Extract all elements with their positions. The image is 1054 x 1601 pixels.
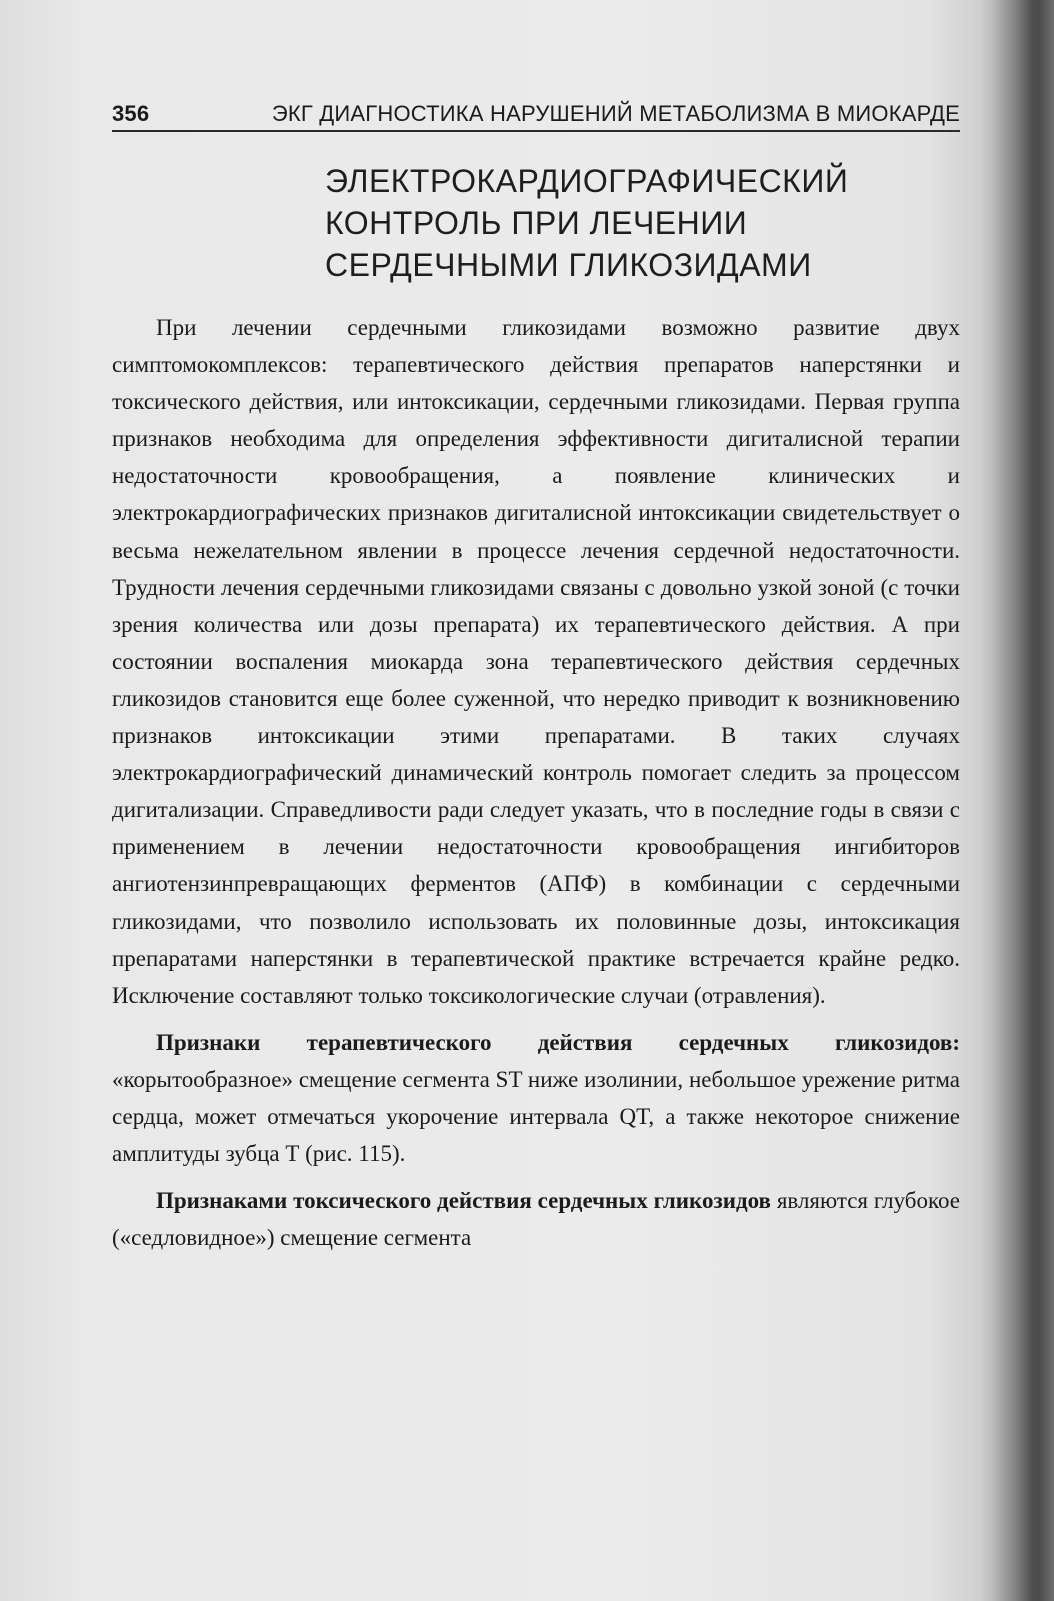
section-title-line: СЕРДЕЧНЫМИ ГЛИКОЗИДАМИ [325, 247, 812, 283]
toxic-signs-text: являются глубокое («седловидное») смещение сегмента [112, 1188, 960, 1251]
therapeutic-signs-label: Признаки терапевтического действия сердечных гликозидов: [156, 1029, 960, 1055]
section-title [325, 160, 925, 286]
paragraph-therapeutic-signs [112, 1024, 960, 1172]
running-title: ЭКГ ДИАГНОСТИКА НАРУШЕНИЙ МЕТАБОЛИЗМА В МИОКАРДЕ [271, 101, 960, 126]
paragraph-intro: При лечении сердечными гликозидами возможно развитие двух симптомокомплексов: терапевтического действия препаратов наперстянки и токсического действия, или интоксикации, сердечными гликозидами. Первая группа признаков необходима для определения эффективности дигиталисной терапии недостаточности кровообращения, а появление клинических и электрокардиографических признаков дигиталисной интоксикации свидетельствует о весьма нежелательном явлении в процессе лечения сердечной недостаточности. Трудности лечения сердечными гликозидами связаны с довольно узкой зоной (с точки зрения количества или дозы препарата) их терапевтического действия. А при состоянии воспаления миокарда зона терапевтического действия сердечных гликозидов становится еще более суженной, что нередко приводит к возникновению признаков интоксикации этими препаратами. В таких случаях электрокардиографический динамический контроль помогает следить за процессом дигитализации. Справедливости ради следует указать, что в последние годы в связи с применением в лечении недостаточности кровообращения ингибиторов ангиотензинпревращающих ферментов (АПФ) в комбинации с сердечными гликозидами, что позволило использовать их половинные дозы, интоксикация препаратами наперстянки в терапевтической практике встречается крайне редко. Исключение составляют только токсикологические случаи (отравления). [112, 315, 960, 1008]
page-number: 356 [112, 101, 150, 126]
body-text [112, 309, 960, 1256]
therapeutic-signs-text: «корытообразное» смещение сегмента ST ниже изолинии, небольшое урежение ритма сердца, может отмечаться укорочение интервала QT, а также некоторое снижение амплитуды зубца Т (рис. 115). [112, 1066, 960, 1167]
toxic-signs-label: Признаками токсического действия сердечных гликозидов [156, 1188, 771, 1214]
paragraph-toxic-signs [112, 1182, 960, 1256]
section-title-line: ЭЛЕКТРОКАРДИОГРАФИЧЕСКИЙ [325, 163, 849, 199]
running-header [112, 96, 960, 132]
binding-shadow [994, 0, 1054, 1601]
section-title-line: КОНТРОЛЬ ПРИ ЛЕЧЕНИИ [325, 205, 748, 241]
